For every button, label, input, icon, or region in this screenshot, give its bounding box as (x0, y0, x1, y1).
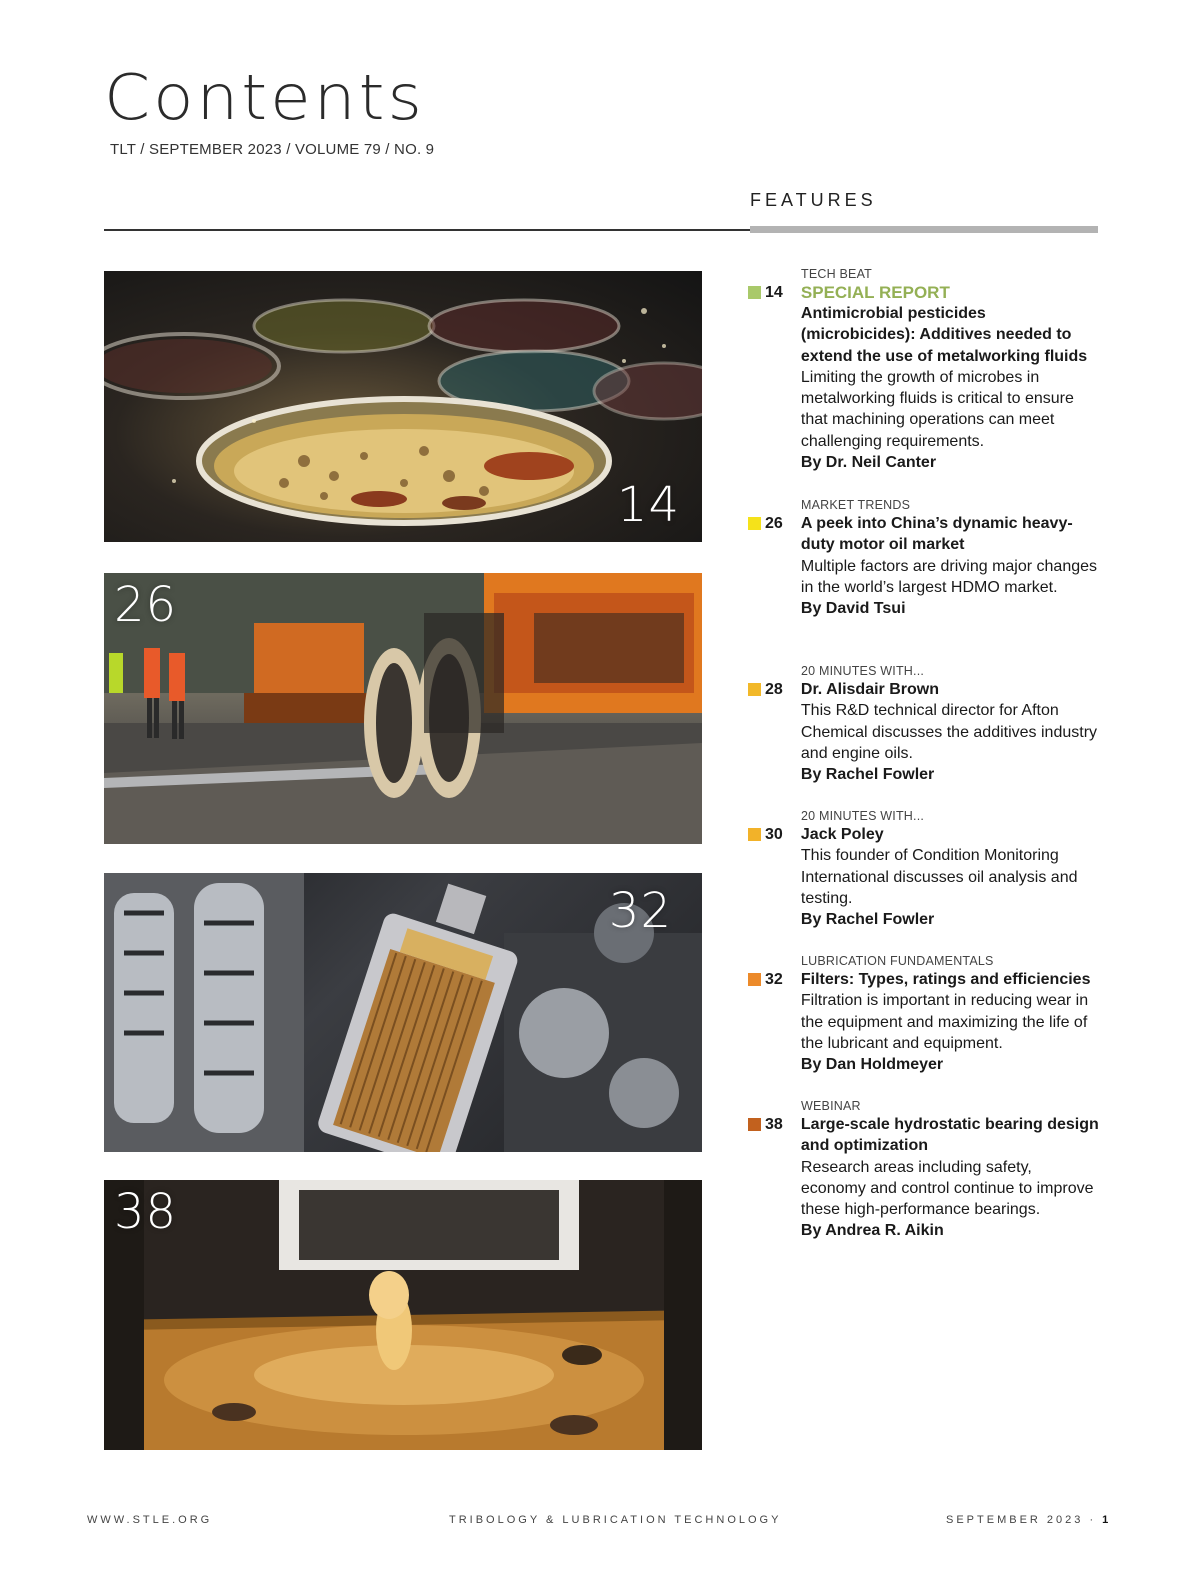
color-marker (748, 1118, 761, 1131)
entry-category: TECH BEAT (801, 267, 873, 281)
entry-description: Multiple factors are driving major changes in the world’s largest HDMO market. (800, 557, 1098, 596)
color-marker (748, 517, 761, 530)
entry-headline: Jack Poley (800, 826, 884, 843)
entry-page-number: 28 (765, 681, 783, 698)
divider-rule (104, 229, 750, 231)
entry-page-number: 38 (765, 1116, 783, 1133)
page-title: Contents (104, 60, 425, 135)
entry-category: LUBRICATION FUNDAMENTALS (801, 954, 994, 968)
feature-photo-oil-filter[interactable] (104, 873, 702, 1152)
entry-byline: By Dan Holdmeyer (800, 1056, 944, 1074)
footer-website[interactable]: WWW.STLE.ORG (87, 1514, 213, 1526)
entry-category: MARKET TRENDS (801, 498, 911, 512)
entry-page-number: 26 (765, 515, 783, 532)
footer-publication: TRIBOLOGY & LUBRICATION TECHNOLOGY (449, 1514, 782, 1526)
footer-separator: · (1089, 1514, 1097, 1526)
entry-headline: Filters: Types, ratings and efficiencies (800, 971, 1091, 988)
section-heading: FEATURES (750, 190, 877, 210)
entry-category: 20 MINUTES WITH... (801, 809, 925, 823)
entry-byline: By Andrea R. Aikin (800, 1222, 944, 1240)
color-marker (748, 973, 761, 986)
entry-byline: By Rachel Fowler (800, 911, 935, 929)
color-marker (748, 286, 761, 299)
section-rule (750, 226, 1098, 233)
color-marker (748, 683, 761, 696)
petri-dishes-illustration (104, 271, 702, 542)
entry-headline: Antimicrobial pesticides (microbicides): Additives needed to extend the use of metalworking fluids (800, 305, 1088, 365)
entry-description: This founder of Condition Monitoring International discusses oil analysis and testing. (800, 847, 1078, 907)
entry-byline: By Dr. Neil Canter (800, 454, 937, 472)
toc-entry[interactable] (748, 953, 1100, 1075)
oil-droplet-illustration (104, 1180, 702, 1450)
footer-date: SEPTEMBER 2023 (946, 1514, 1084, 1526)
toc-entry[interactable] (748, 1098, 1100, 1242)
toc-entry[interactable] (748, 266, 1100, 473)
entry-headline: A peek into China’s dynamic heavy-duty motor oil market (800, 515, 1073, 554)
issue-line: TLT / SEPTEMBER 2023 / VOLUME 79 / NO. 9 (110, 141, 435, 158)
page-number-overlay: 14 (616, 477, 680, 533)
feature-photo-paving[interactable] (104, 573, 702, 844)
entry-page-number: 14 (765, 284, 783, 301)
entry-byline: By Rachel Fowler (800, 766, 935, 784)
entry-headline: Dr. Alisdair Brown (800, 681, 939, 698)
page-number-overlay: 32 (608, 883, 672, 939)
toc-entry[interactable] (748, 497, 1100, 619)
entry-category: WEBINAR (801, 1099, 861, 1113)
entry-kicker: SPECIAL REPORT (800, 283, 950, 302)
entry-description: Limiting the growth of microbes in metalworking fluids is critical to ensure that machining operations can meet challenging requirements. (800, 368, 1074, 450)
entry-byline: By David Tsui (800, 600, 906, 618)
color-marker (748, 828, 761, 841)
toc-entry[interactable] (748, 663, 1100, 785)
entry-description: Filtration is important in reducing wear in the equipment and maximizing the life of the lubricant and equipment. (800, 992, 1089, 1052)
page-number-overlay: 26 (114, 577, 178, 633)
entry-page-number: 30 (765, 826, 783, 843)
footer-date-page (946, 1514, 1111, 1526)
entry-description: This R&D technical director for Afton Chemical discusses the additives industry and engine oils. (800, 702, 1098, 762)
page-number-overlay: 38 (114, 1184, 178, 1240)
entry-description: Research areas including safety, economy and control continue to improve these high-performance bearings. (800, 1158, 1094, 1219)
entry-category: 20 MINUTES WITH... (801, 664, 925, 678)
footer-page-number: 1 (1102, 1514, 1112, 1526)
feature-photo-oil-droplet[interactable] (104, 1180, 702, 1450)
entry-page-number: 32 (765, 971, 783, 988)
entry-headline: Large-scale hydrostatic bearing design and optimization (800, 1116, 1099, 1155)
paving-truck-illustration (104, 573, 702, 844)
feature-photo-petri-dishes[interactable] (104, 271, 702, 542)
toc-entry[interactable] (748, 808, 1100, 930)
